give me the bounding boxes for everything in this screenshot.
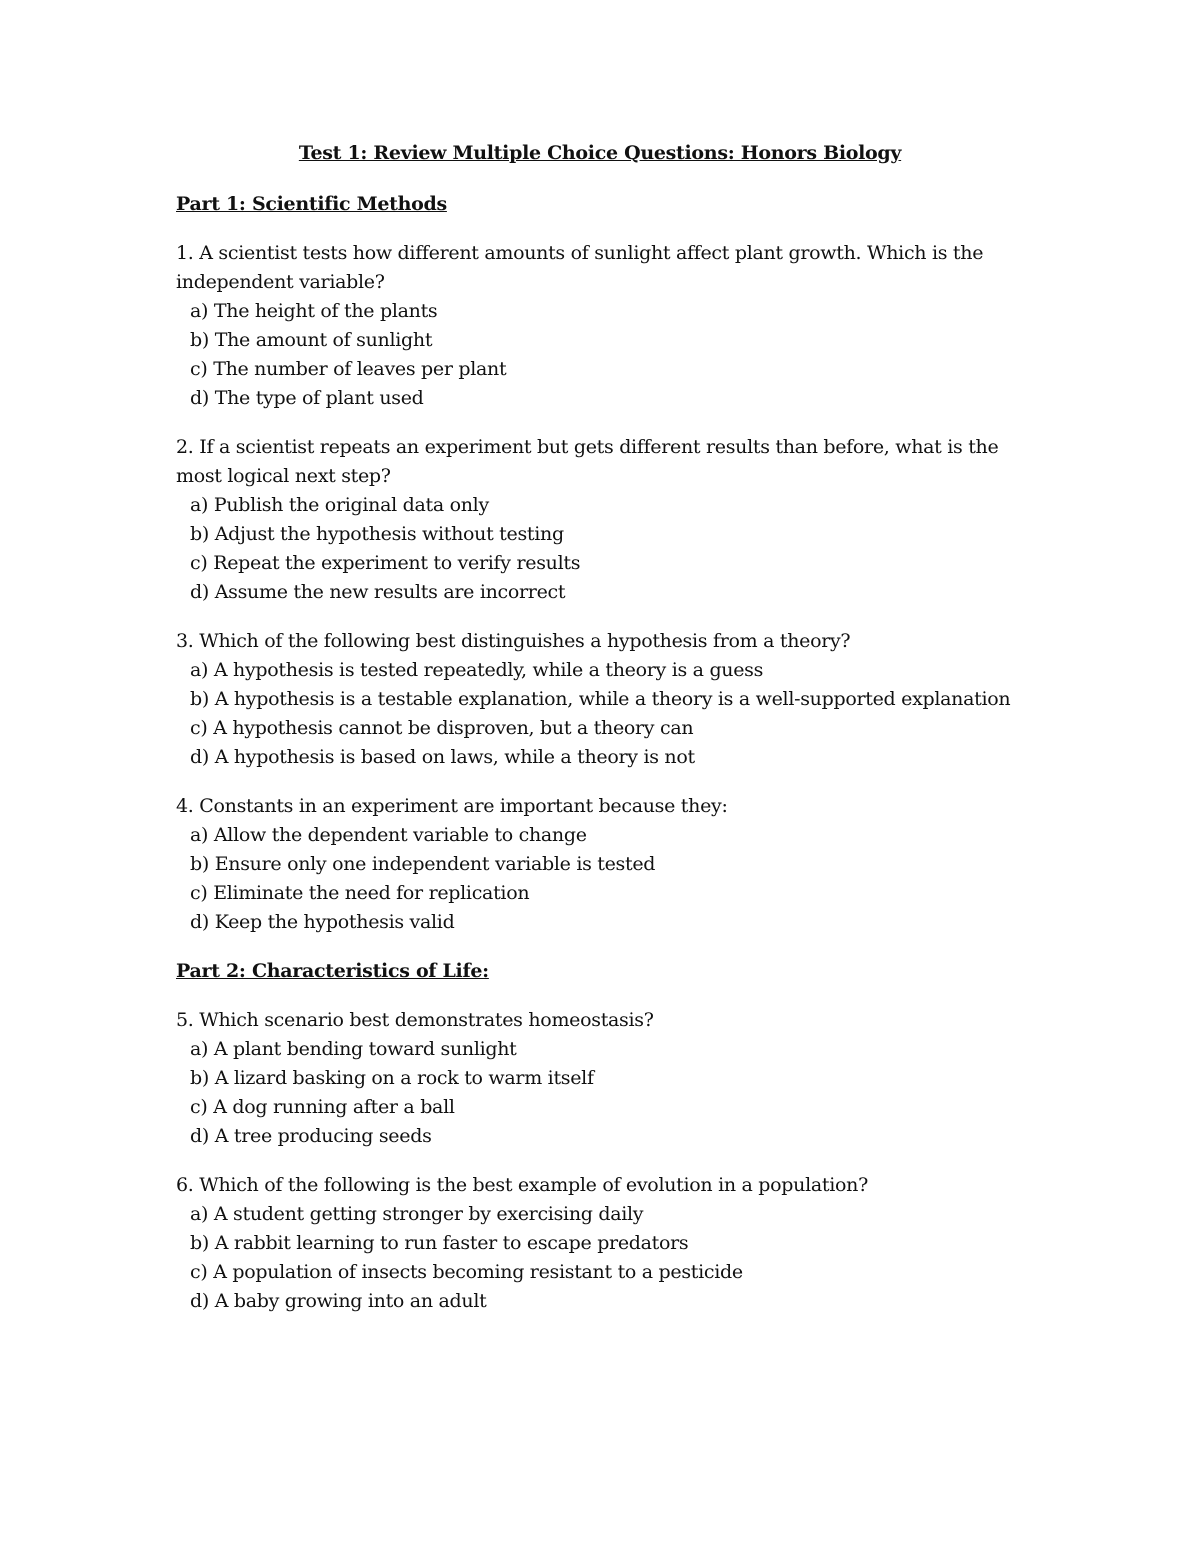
question-text: 5. Which scenario best demonstrates homeostasis?	[176, 1009, 654, 1031]
answer-option: c) Repeat the experiment to verify results	[190, 552, 581, 574]
answer-option: b) The amount of sunlight	[190, 329, 433, 351]
part-heading-characteristics-of-life: Part 2: Characteristics of Life:	[176, 960, 489, 982]
page-title: Test 1: Review Multiple Choice Questions: Honors Biology	[298, 142, 902, 164]
part-heading-scientific-methods: Part 1: Scientific Methods	[176, 193, 447, 215]
answer-option: c) A dog running after a ball	[190, 1096, 455, 1118]
answer-option: a) The height of the plants	[190, 300, 438, 322]
question-4	[176, 792, 1036, 937]
question-text: 4. Constants in an experiment are important because they:	[176, 795, 728, 817]
answer-option: a) A student getting stronger by exercising daily	[190, 1203, 644, 1225]
answer-option: c) Eliminate the need for replication	[190, 882, 530, 904]
answer-option: d) The type of plant used	[190, 387, 424, 409]
question-text: 6. Which of the following is the best example of evolution in a population?	[176, 1174, 868, 1196]
answer-option: d) A tree producing seeds	[190, 1125, 432, 1147]
answer-option: c) A population of insects becoming resistant to a pesticide	[190, 1261, 743, 1283]
question-2	[176, 433, 1036, 607]
question-6	[176, 1171, 1036, 1316]
answer-option: b) A hypothesis is a testable explanation, while a theory is a well-supported explanation	[190, 688, 1011, 710]
answer-option: a) A hypothesis is tested repeatedly, while a theory is a guess	[190, 659, 764, 681]
answer-option: c) The number of leaves per plant	[190, 358, 507, 380]
answer-option: a) A plant bending toward sunlight	[190, 1038, 517, 1060]
answer-option: d) Assume the new results are incorrect	[190, 581, 566, 603]
answer-option: b) Adjust the hypothesis without testing	[190, 523, 564, 545]
answer-option: b) A lizard basking on a rock to warm itself	[190, 1067, 594, 1089]
question-text: 1. A scientist tests how different amounts of sunlight affect plant growth. Which is the independent variable?	[176, 242, 984, 293]
answer-option: d) A baby growing into an adult	[190, 1290, 487, 1312]
answer-option: a) Publish the original data only	[190, 494, 489, 516]
question-3	[176, 627, 1036, 772]
answer-option: a) Allow the dependent variable to change	[190, 824, 587, 846]
question-text: 3. Which of the following best distinguishes a hypothesis from a theory?	[176, 630, 851, 652]
answer-option: b) Ensure only one independent variable is tested	[190, 853, 656, 875]
question-1	[176, 239, 1036, 413]
answer-option: c) A hypothesis cannot be disproven, but a theory can	[190, 717, 694, 739]
answer-option: b) A rabbit learning to run faster to escape predators	[190, 1232, 689, 1254]
answer-option: d) A hypothesis is based on laws, while a theory is not	[190, 746, 695, 768]
document-body	[176, 190, 1036, 1336]
answer-option: d) Keep the hypothesis valid	[190, 911, 455, 933]
question-text: 2. If a scientist repeats an experiment but gets different results than before, what is the most logical next step?	[176, 436, 999, 487]
question-5	[176, 1006, 1036, 1151]
